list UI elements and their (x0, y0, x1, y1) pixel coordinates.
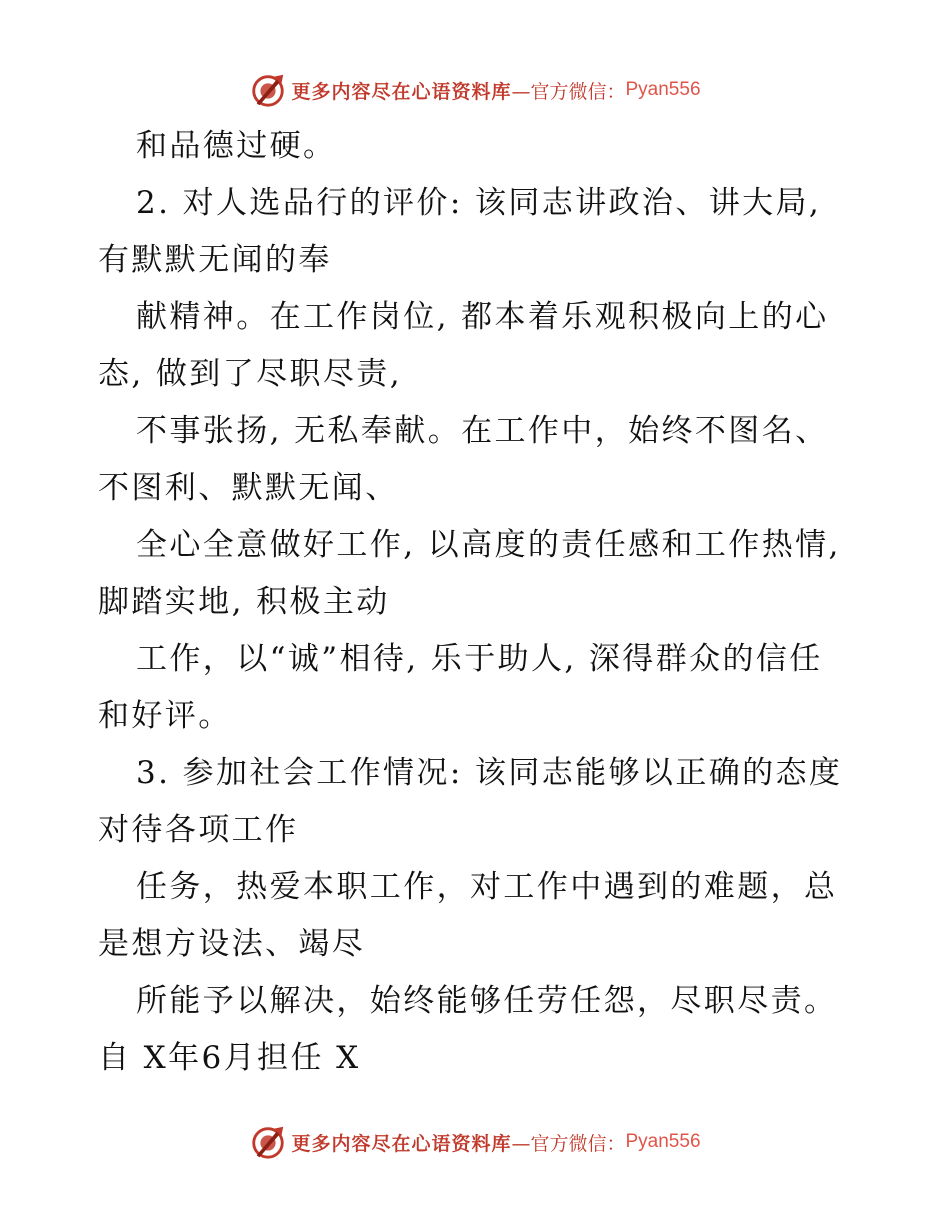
text-line: 有默默无闻的奉 (98, 242, 332, 278)
header-watermark (0, 70, 950, 110)
text-line: 是想方设法、竭尽 (98, 926, 366, 962)
text-line: 脚踏实地, 积极主动 (98, 584, 390, 620)
text-line: 对待各项工作 (98, 812, 299, 848)
quill-logo-icon (249, 1123, 287, 1161)
text-line: 自 X年6月担任 X (98, 1040, 361, 1076)
text-line: 任务，热爱本职工作，对工作中遇到的难题，总 (136, 869, 838, 905)
body-text (98, 118, 858, 1087)
text-line: 3. 参加社会工作情况: 该同志能够以正确的态度 (136, 755, 843, 791)
watermark-separator: —官方微信： (511, 80, 626, 103)
text-line: 和好评。 (98, 698, 232, 734)
footer-watermark (0, 1122, 950, 1162)
watermark-text: 更多内容尽在心语资料库 (291, 80, 512, 103)
watermark-wechat-id: Pyan556 (625, 1131, 701, 1152)
text-line: 工作，以“诚”相待, 乐于助人, 深得群众的信任 (136, 641, 823, 677)
text-line: 献精神。在工作岗位, 都本着乐观积极向上的心 (136, 299, 829, 335)
text-line: 和品德过硬。 (136, 128, 337, 164)
text-line: 所能予以解决，始终能够任劳任怨，尽职尽责。 (136, 983, 838, 1019)
text-line: 态, 做到了尽职尽责, (98, 356, 402, 392)
watermark-text: 更多内容尽在心语资料库 (291, 1132, 512, 1155)
text-line: 不图利、默默无闻、 (98, 470, 399, 506)
text-line: 全心全意做好工作, 以高度的责任感和工作热情, (136, 527, 841, 563)
watermark-separator: —官方微信： (511, 1132, 626, 1155)
text-line: 不事张扬, 无私奉献。在工作中，始终不图名、 (136, 413, 829, 449)
quill-logo-icon (249, 71, 287, 109)
text-line: 2. 对人选品行的评价: 该同志讲政治、讲大局, (136, 185, 822, 221)
watermark-wechat-id: Pyan556 (625, 79, 701, 100)
